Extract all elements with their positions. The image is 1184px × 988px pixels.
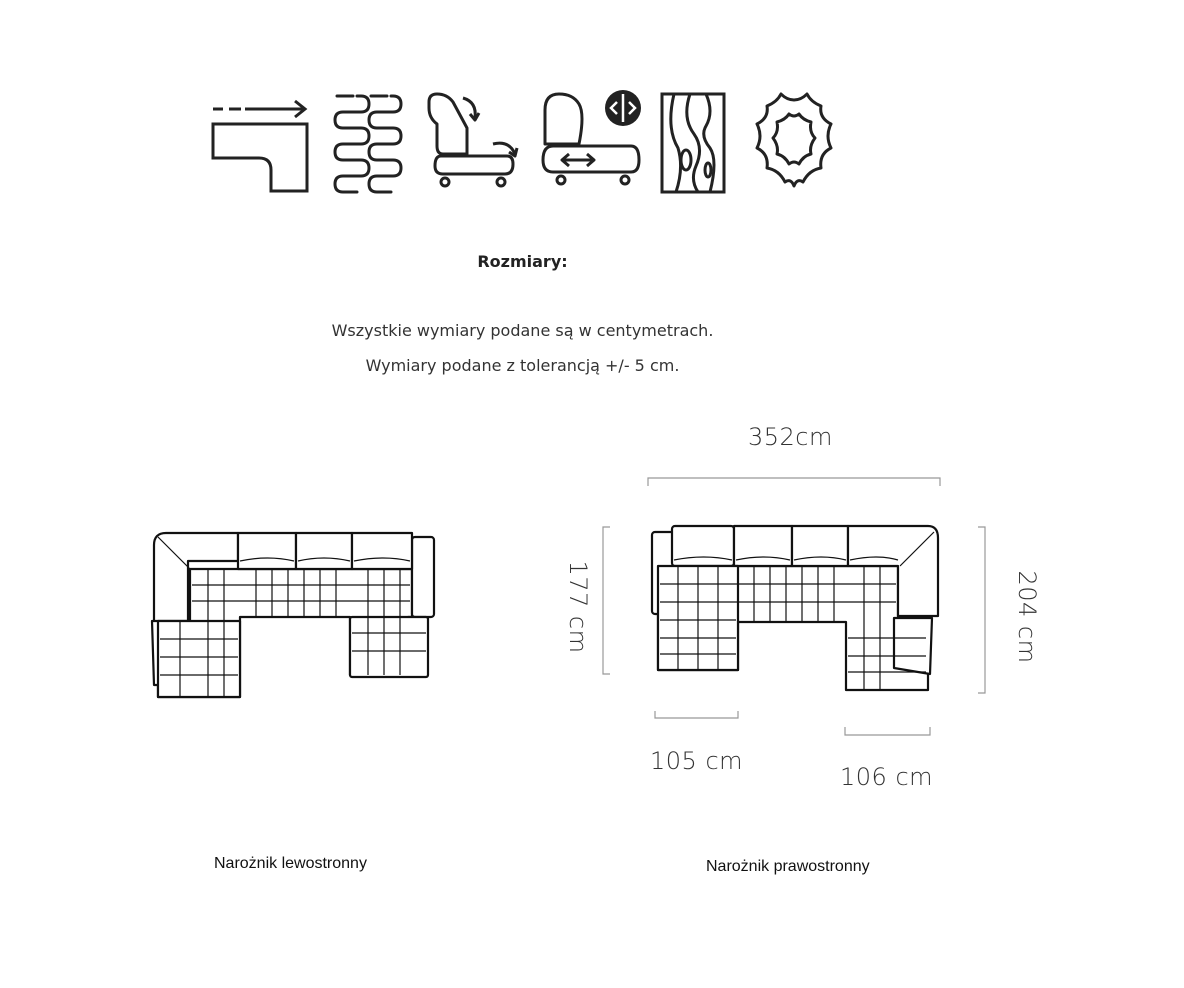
corner-arrow-icon (211, 88, 313, 194)
depth-right-dimension-label: 204 cm (1013, 570, 1041, 664)
leather-icon (747, 88, 841, 194)
depth-left-dimension-label: 177 cm (564, 560, 592, 654)
wood-frame-icon (660, 88, 726, 194)
dimensions-heading: Rozmiary: (477, 252, 568, 271)
width-dimension-label: 352cm (748, 423, 833, 451)
feature-icons (205, 88, 855, 200)
tolerance-note: Wymiary podane z tolerancją +/- 5 cm. (365, 356, 680, 375)
chaise-right-dimension-label: 106 cm (840, 763, 934, 791)
right-corner-caption: Narożnik prawostronny (706, 858, 870, 875)
spring-icon (331, 88, 403, 196)
adjustable-headrest-icon (423, 88, 523, 192)
units-note: Wszystkie wymiary podane są w centymetrach. (331, 321, 714, 340)
left-corner-caption: Narożnik lewostronny (214, 855, 367, 872)
chaise-left-dimension-label: 105 cm (650, 747, 744, 775)
sliding-seat-icon (539, 88, 647, 194)
right-corner-sofa-diagram (648, 522, 948, 697)
left-corner-sofa-diagram (140, 525, 440, 705)
